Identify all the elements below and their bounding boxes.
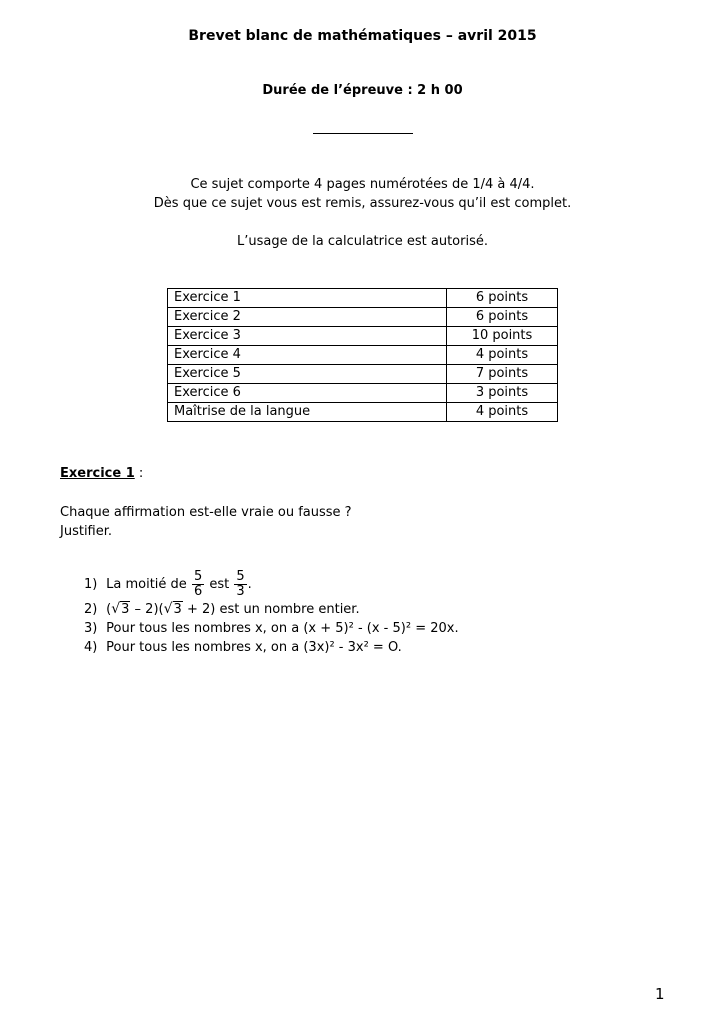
fraction-numerator: 5 <box>193 569 203 584</box>
table-row <box>168 289 558 308</box>
page-number: 1 <box>655 985 665 1003</box>
radical-icon: √ <box>163 601 173 617</box>
exercise-name: Exercice 6 <box>168 384 447 403</box>
item-number: 1) <box>84 577 98 592</box>
exercise-points: 4 points <box>447 403 558 422</box>
radicand: 3 <box>121 602 130 617</box>
table-row <box>168 346 558 365</box>
square-root <box>164 601 183 617</box>
list-item <box>84 601 360 617</box>
table-row <box>168 327 558 346</box>
exercise-points: 4 points <box>447 346 558 365</box>
exercise-name: Maîtrise de la langue <box>168 403 447 422</box>
item-text: . <box>247 577 252 592</box>
table-row <box>168 384 558 403</box>
item-text: est <box>205 577 234 592</box>
list-item <box>84 570 252 599</box>
item-text: + 2) est un nombre entier. <box>182 602 360 617</box>
radicand: 3 <box>173 602 182 617</box>
exercise1-colon: : <box>134 466 144 481</box>
exercise1-heading <box>60 466 143 481</box>
intro-complete-line: Dès que ce sujet vous est remis, assurez-vous qu’il est complet. <box>153 196 572 211</box>
item-text: Pour tous les nombres x, on a (x + 5)² - (x - 5)² = 20x. <box>106 621 459 636</box>
item-number: 2) <box>84 602 98 617</box>
fraction-five-sixths <box>192 570 204 599</box>
fraction-denominator: 3 <box>236 584 245 599</box>
exercise1-label: Exercice 1 <box>60 466 135 481</box>
exercise-name: Exercice 2 <box>168 308 447 327</box>
exercise-name: Exercice 4 <box>168 346 447 365</box>
list-item <box>84 621 459 636</box>
table-row <box>168 365 558 384</box>
exercise-points: 3 points <box>447 384 558 403</box>
exercise-points: 7 points <box>447 365 558 384</box>
exercise-name: Exercice 3 <box>168 327 447 346</box>
item-text: ( <box>106 602 112 617</box>
exam-duration: Durée de l’épreuve : 2 h 00 <box>262 83 463 98</box>
exercise1-question: Chaque affirmation est-elle vraie ou fausse ? <box>60 505 352 520</box>
fraction-five-thirds <box>234 570 246 599</box>
square-root <box>111 601 130 617</box>
list-item <box>84 640 402 655</box>
fraction-denominator: 6 <box>193 584 203 599</box>
exercise-points: 10 points <box>447 327 558 346</box>
item-number: 4) <box>84 640 98 655</box>
points-table <box>167 288 558 422</box>
item-text: – 2)( <box>130 602 164 617</box>
exercise-name: Exercice 1 <box>168 289 447 308</box>
exercise-name: Exercice 5 <box>168 365 447 384</box>
calculator-notice: L’usage de la calculatrice est autorisé. <box>237 234 488 249</box>
item-text: Pour tous les nombres x, on a (3x)² - 3x² = O. <box>106 640 402 655</box>
document-title: Brevet blanc de mathématiques – avril 2015 <box>188 28 537 44</box>
intro-pages-line: Ce sujet comporte 4 pages numérotées de 1/4 à 4/4. <box>190 177 535 192</box>
radical-icon: √ <box>111 601 121 617</box>
separator-rule <box>313 133 413 134</box>
exercise-points: 6 points <box>447 308 558 327</box>
fraction-numerator: 5 <box>236 569 245 584</box>
exercise1-justify: Justifier. <box>60 524 113 539</box>
item-number: 3) <box>84 621 98 636</box>
table-row <box>168 403 558 422</box>
exercise-points: 6 points <box>447 289 558 308</box>
item-text: La moitié de <box>106 577 191 592</box>
table-row <box>168 308 558 327</box>
